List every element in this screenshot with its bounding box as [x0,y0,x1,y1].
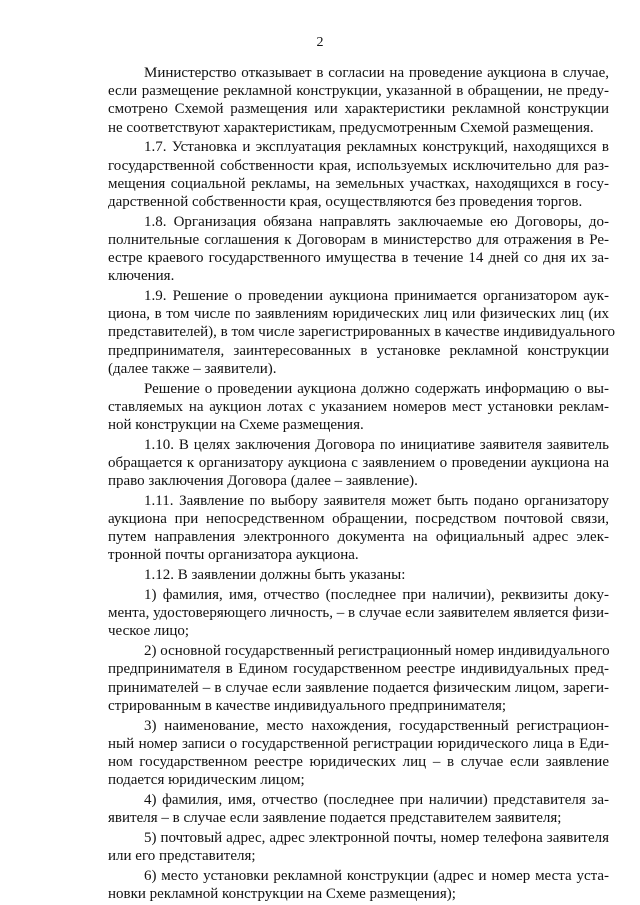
paragraph-line: ставляемых на аукцион лотах с указанием номеров мест установки реклам- [108,398,609,415]
paragraph-line: не соответствуют характеристикам, предусмотренным Схемой размещения. [108,119,594,136]
paragraph-line: тронной почты организатора аукциона. [108,547,359,564]
paragraph-line: 3) наименование, место нахождения, государственный регистрацион- [144,717,609,734]
paragraph [108,717,609,790]
paragraph-line: новки рекламной конструкции на Схеме размещения); [108,885,456,902]
paragraph [108,791,609,827]
paragraph [108,380,609,435]
paragraph [108,642,609,715]
paragraph-line: 1.12. В заявлении должны быть указаны: [144,567,406,584]
paragraph-line: право заключения Договора (далее – заявление). [108,473,418,490]
paragraph-line: Министерство отказывает в согласии на проведение аукциона в случае, [144,65,609,81]
paragraph [108,492,609,565]
paragraph-line: аукциона при непосредственном обращении, посредством почтовой связи, [108,511,609,528]
paragraph [108,829,609,865]
paragraph-line: смотрено Схемой размещения или характеристики рекламной конструкции [108,101,609,118]
paragraph-line: (далее также – заявители). [108,360,277,377]
paragraph-line: ном государственном реестре юридических лиц – в случае если заявление [108,753,609,770]
paragraph-line: или его представителя; [108,848,256,864]
paragraph-line: ной конструкции на Схеме размещения. [108,416,364,433]
paragraph-line: представителей), в том числе зарегистрированных в качестве индивидуального [108,324,616,341]
paragraph [108,436,609,491]
paragraph-line: предпринимателя в Едином государственном реестре индивидуальных пред- [108,661,609,678]
paragraph-line: 1) фамилия, имя, отчество (последнее при наличии), реквизиты доку- [144,587,609,603]
paragraph [108,867,609,903]
paragraph-line: 2) основной государственный регистрационный номер индивидуального [144,643,610,660]
paragraph-line: подается юридическим лицом; [108,772,305,789]
paragraph-line: Решение о проведении аукциона должно содержать информацию о вы- [144,380,609,397]
paragraph-line: явителя – в случае если заявление подается представителем заявителя; [108,810,562,827]
paragraph-line: 1.7. Установка и эксплуатация рекламных конструкций, находящихся в [144,139,609,156]
paragraph-line: государственной собственности края, используемых исключительно для раз- [108,157,609,174]
paragraph-line: естре краевого государственного имущества в течение 14 дней со дня их за- [108,250,609,267]
document-body [108,64,616,905]
paragraph-line: обращается к организатору аукциона с заявлением о проведении аукциона на [108,454,609,471]
paragraph-line: мещения социальной рекламы, на земельных участках, находящихся в госу- [108,175,609,192]
paragraph-line: 1.10. В целях заключения Договора по инициативе заявителя заявитель [144,436,609,453]
paragraph-line: 5) почтовый адрес, адрес электронной почты, номер телефона заявителя [144,829,609,846]
paragraph-line: стрированным в качестве индивидуального предпринимателя; [108,697,507,714]
paragraph-line: ный номер записи о государственной регистрации юридического лица в Еди- [108,735,609,752]
paragraph-line: полнительные соглашения к Договорам в министерство для отражения в Ре- [108,231,609,248]
paragraph-line: мента, удостоверяющего личность, – в случае если заявителем является физи- [108,605,609,622]
paragraph-line: дарственной собственности края, осуществляются без проведения торгов. [108,193,583,210]
paragraph-line: принимателей – в случае если заявление подается физическим лицом, зареги- [108,679,609,696]
paragraph [108,586,609,641]
page-number: 2 [316,35,324,50]
paragraph-line: путем направления электронного документа на официальный адрес элек- [108,529,609,546]
paragraph [108,64,609,137]
paragraph-line: ческое лицо; [108,623,190,640]
paragraph-line: 6) место установки рекламной конструкции (адрес и номер места уста- [144,867,609,884]
paragraph-line: 1.9. Решение о проведении аукциона принимается организатором аук- [144,288,609,305]
paragraph-line: циона, в том числе по заявлениям юридических лиц или физических лиц (их [108,306,609,323]
paragraph [108,138,609,211]
paragraph-line: ключения. [108,268,175,285]
paragraph [108,566,609,584]
paragraph-line: 1.8. Организация обязана направлять заключаемые ею Договоры, до- [144,213,609,230]
paragraph-line: предпринимателя, заинтересованных в установке рекламной конструкции [108,342,609,359]
paragraph-line: если размещение рекламной конструкции, указанной в обращении, не преду- [108,83,609,100]
paragraph [108,287,616,378]
paragraph-line: 4) фамилия, имя, отчество (последнее при наличии) представителя за- [144,791,609,808]
paragraph [108,213,609,286]
paragraph-line: 1.11. Заявление по выбору заявителя может быть подано организатору [144,492,609,509]
